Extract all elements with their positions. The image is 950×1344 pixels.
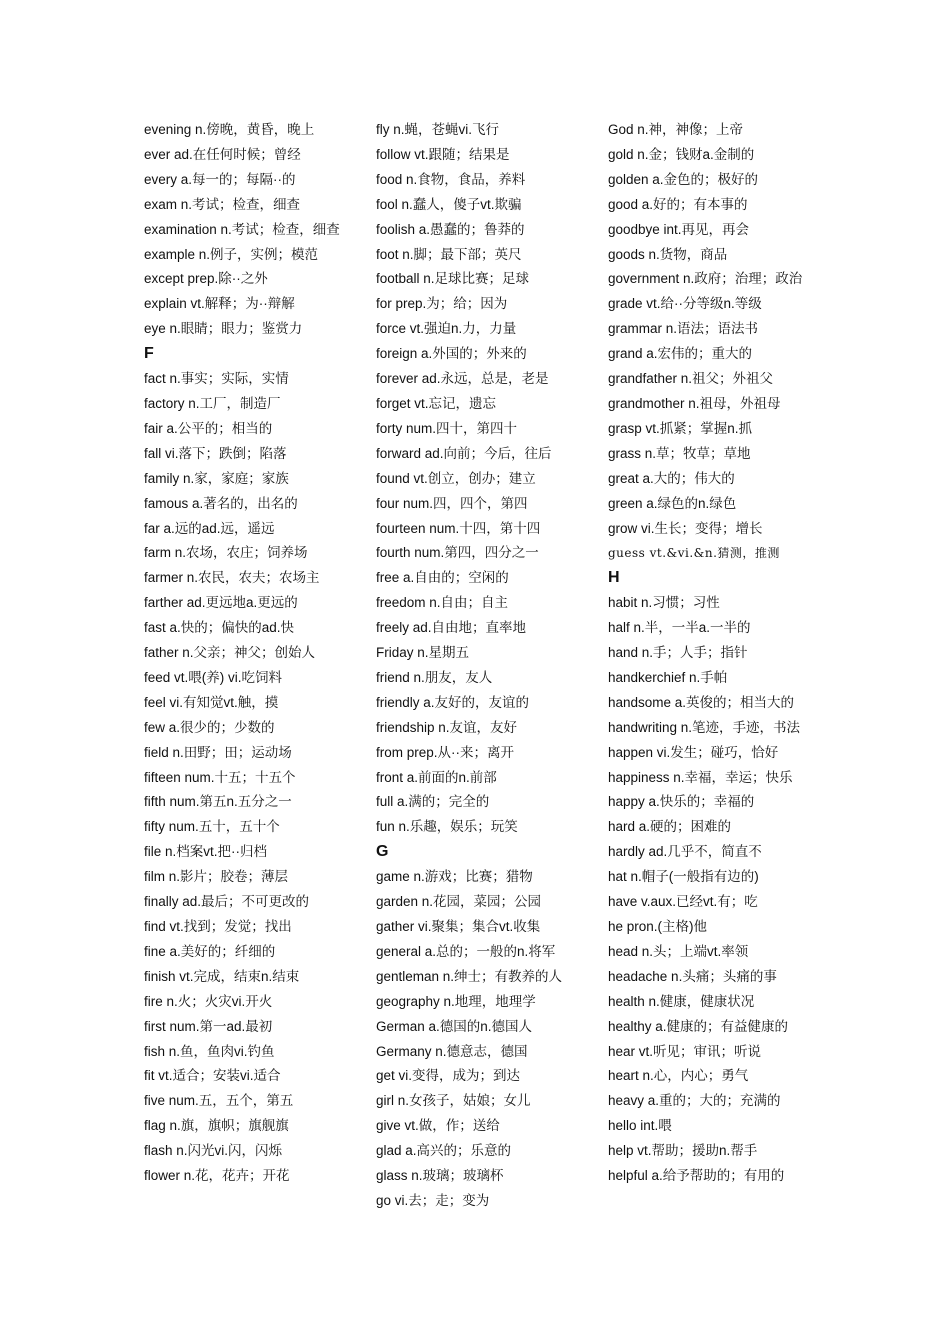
vocabulary-entry: foreign a.外国的；外来的 [376,346,527,362]
vocabulary-entry: half n.半，一半a.一半的 [608,620,751,636]
vocabulary-entry: field n.田野；田；运动场 [144,744,292,760]
vocabulary-entry: get vi.变得，成为；到达 [376,1068,521,1084]
vocabulary-entry: grass n.草；牧草；草地 [608,445,751,461]
vocabulary-entry: family n.家，家庭；家族 [144,470,289,486]
vocabulary-entry: fool n.蠢人，傻子vt.欺骗 [376,196,522,212]
vocabulary-entry: farther ad.更远地a.更远的 [144,595,298,611]
vocabulary-entry: fifth num.第五n.五分之一 [144,794,292,810]
vocabulary-entry: grandmother n.祖母，外祖母 [608,395,781,411]
vocabulary-entry: exam n.考试；检查，细查 [144,196,301,212]
vocabulary-entry: eye n.眼睛；眼力；鉴赏力 [144,321,303,337]
vocabulary-entry: for prep.为；给；因为 [376,296,508,312]
vocabulary-entry: go vi.去；走；变为 [376,1192,490,1208]
vocabulary-entry: hard a.硬的；困难的 [608,819,732,835]
vocabulary-entry: Friday n.星期五 [376,645,470,661]
vocabulary-entry: government n.政府；治理；政治 [608,271,803,287]
vocabulary-entry: farmer n.农民，农夫；农场主 [144,570,320,586]
vocabulary-entry: fast a.快的；偏快的ad.快 [144,620,295,636]
vocabulary-entry: fourteen num.十四，第十四 [376,520,541,536]
vocabulary-entry: except prep.除··之外 [144,271,268,287]
vocabulary-entry: few a.很少的；少数的 [144,719,275,735]
vocabulary-entry: ever ad.在任何时候；曾经 [144,146,301,162]
vocabulary-entry: healthy a.健康的；有益健康的 [608,1018,789,1034]
vocabulary-entry: hear vt.听见；审讯；听说 [608,1043,762,1059]
vocabulary-entry: father n.父亲；神父；创始人 [144,645,316,661]
vocabulary-entry: farm n.农场，农庄；饲养场 [144,545,308,561]
vocabulary-entry: forty num.四十，第四十 [376,420,518,436]
vocabulary-entry: grammar n.语法；语法书 [608,321,759,337]
vocabulary-entry: happy a.快乐的；幸福的 [608,794,755,810]
vocabulary-entry: fact n.事实；实际，实情 [144,371,289,387]
vocabulary-column-2 [376,118,581,1214]
vocabulary-entry: far a.远的ad.远，遥远 [144,520,275,536]
vocabulary-entry: heart n.心，内心；勇气 [608,1068,749,1084]
vocabulary-entry: grand a.宏伟的；重大的 [608,346,753,362]
vocabulary-entry: give vt.做，作；送给 [376,1118,500,1134]
vocabulary-entry: freely ad.自由地；直率地 [376,620,527,636]
vocabulary-entry: grade vt.给··分等级n.等级 [608,296,762,312]
vocabulary-entry: forever ad.永远，总是，老是 [376,371,549,387]
vocabulary-entry: hardly ad.几乎不，简直不 [608,844,762,860]
vocabulary-entry: foot n.脚；最下部；英尺 [376,246,522,262]
vocabulary-entry: fire n.火；火灾vi.开火 [144,993,273,1009]
vocabulary-entry: headache n.头痛；头痛的事 [608,968,777,984]
vocabulary-entry: head n.头；上端vt.率领 [608,943,749,959]
vocabulary-entry: from prep.从··来；离开 [376,744,515,760]
vocabulary-entry: friendly a.友好的，友谊的 [376,694,530,710]
vocabulary-entry: girl n.女孩子，姑娘；女儿 [376,1093,531,1109]
vocabulary-entry: gold n.金；钱财a.金制的 [608,146,755,162]
vocabulary-entry: fourth num.第四，四分之一 [376,545,539,561]
vocabulary-entry: finish vt.完成，结束n.结束 [144,968,300,984]
vocabulary-entry: flash n.闪光vi.闪，闪烁 [144,1143,283,1159]
vocabulary-entry: health n.健康，健康状况 [608,993,755,1009]
vocabulary-entry: green a.绿色的n.绿色 [608,495,737,511]
vocabulary-entry: friend n.朋友，友人 [376,669,493,685]
vocabulary-entry: grow vi.生长；变得；增长 [608,520,763,536]
vocabulary-column-3 [608,118,813,1189]
vocabulary-entry: grasp vt.抓紧；掌握n.抓 [608,420,753,436]
vocabulary-entry: football n.足球比赛；足球 [376,271,530,287]
vocabulary-entry: film n.影片；胶卷；薄层 [144,869,289,885]
vocabulary-entry: general a.总的；一般的n.将军 [376,943,556,959]
vocabulary-entry: fifteen num.十五；十五个 [144,769,296,785]
vocabulary-entry: follow vt.跟随；结果是 [376,146,510,162]
vocabulary-entry: habit n.习惯；习性 [608,595,720,611]
vocabulary-entry: fun n.乐趣，娱乐；玩笑 [376,819,518,835]
vocabulary-entry: flag n.旗，旗帜；旗舰旗 [144,1118,289,1134]
vocabulary-entry: found vt.创立，创办；建立 [376,470,536,486]
vocabulary-entry: glad a.高兴的；乐意的 [376,1143,512,1159]
vocabulary-entry: feed vt.喂(养) vi.吃饲料 [144,669,283,685]
vocabulary-entry: food n.食物，食品，养料 [376,171,526,187]
vocabulary-entry: guess vt.&vi.&n.猜测，推测 [608,546,780,561]
vocabulary-entry: every a.每一的；每隔··的 [144,171,296,187]
vocabulary-entry: geography n.地理，地理学 [376,993,536,1009]
vocabulary-entry: free a.自由的；空闲的 [376,570,509,586]
vocabulary-entry: foolish a.愚蠢的；鲁莽的 [376,221,525,237]
vocabulary-entry: factory n.工厂，制造厂 [144,395,281,411]
vocabulary-entry: fit vt.适合；安装vi.适合 [144,1068,281,1084]
vocabulary-entry: freedom n.自由；自主 [376,595,509,611]
vocabulary-entry: hat n.帽子(一般指有边的) [608,869,759,885]
vocabulary-entry: game n.游戏；比赛；猎物 [376,869,533,885]
vocabulary-entry: finally ad.最后；不可更改的 [144,894,310,910]
vocabulary-entry: fifty num.五十，五十个 [144,819,280,835]
vocabulary-entry: helpful a.给予帮助的；有用的 [608,1168,785,1184]
vocabulary-entry: Germany n.德意志，德国 [376,1043,528,1059]
letter-heading: F [144,345,154,363]
vocabulary-entry: friendship n.友谊，友好 [376,719,518,735]
vocabulary-entry: great a.大的；伟大的 [608,470,735,486]
vocabulary-entry: gentleman n.绅士；有教养的人 [376,968,563,984]
vocabulary-entry: feel vi.有知觉vt.触，摸 [144,694,279,710]
vocabulary-entry: forget vt.忘记，遗忘 [376,395,497,411]
vocabulary-entry: four num.四，四个，第四 [376,495,528,511]
vocabulary-entry: heavy a.重的；大的；充满的 [608,1093,781,1109]
vocabulary-entry: garden n.花园，菜园；公园 [376,894,542,910]
vocabulary-entry: fine a.美好的；纤细的 [144,943,276,959]
vocabulary-entry: happiness n.幸福，幸运；快乐 [608,769,793,785]
vocabulary-entry: famous a.著名的，出名的 [144,495,298,511]
vocabulary-entry: examination n.考试；检查，细查 [144,221,340,237]
vocabulary-entry: golden a.金色的；极好的 [608,171,759,187]
vocabulary-entry: force vt.强迫n.力，力量 [376,321,517,337]
vocabulary-entry: handkerchief n.手帕 [608,669,728,685]
vocabulary-entry: happen vi.发生；碰巧，恰好 [608,744,779,760]
vocabulary-entry: help vt.帮助；援助n.帮手 [608,1143,758,1159]
vocabulary-entry: grandfather n.祖父；外祖父 [608,371,774,387]
vocabulary-entry: handsome a.英俊的；相当大的 [608,694,795,710]
vocabulary-entry: German a.德国的n.德国人 [376,1018,533,1034]
vocabulary-entry: fall vi.落下；跌倒；陷落 [144,445,287,461]
vocabulary-entry: find vt.找到；发觉；找出 [144,919,292,934]
vocabulary-entry: good a.好的；有本事的 [608,196,748,212]
vocabulary-entry: handwriting n.笔迹，手迹，书法 [608,719,801,735]
vocabulary-entry: have v.aux.已经vt.有；吃 [608,894,758,910]
vocabulary-entry: flower n.花，花卉；开花 [144,1168,290,1184]
vocabulary-entry: glass n.玻璃；玻璃杯 [376,1168,504,1184]
vocabulary-entry: full a.满的；完全的 [376,794,490,810]
vocabulary-entry: God n.神，神像；上帝 [608,122,744,137]
vocabulary-entry: fly n.蝇，苍蝇vi.飞行 [376,122,500,137]
vocabulary-entry: forward ad.向前；今后，往后 [376,445,552,461]
vocabulary-entry: gather vi.聚集；集合vt.收集 [376,919,541,934]
vocabulary-entry: first num.第一ad.最初 [144,1018,273,1034]
vocabulary-entry: goods n.货物，商品 [608,246,728,262]
vocabulary-entry: front a.前面的n.前部 [376,769,497,785]
vocabulary-entry: goodbye int.再见，再会 [608,221,750,237]
vocabulary-entry: hello int.喂 [608,1118,672,1134]
vocabulary-entry: example n.例子，实例；模范 [144,246,319,262]
vocabulary-entry: five num.五，五个，第五 [144,1093,294,1109]
vocabulary-entry: file n.档案vt.把··归档 [144,844,268,860]
vocabulary-entry: fair a.公平的；相当的 [144,420,273,436]
vocabulary-entry: hand n.手；人手；指针 [608,645,748,661]
vocabulary-entry: explain vt.解释；为··辩解 [144,296,295,312]
vocabulary-column-1 [144,118,349,1189]
letter-heading: G [376,843,389,861]
letter-heading: H [608,569,620,587]
vocabulary-entry: evening n.傍晚，黄昏，晚上 [144,122,315,137]
vocabulary-entry: fish n.鱼，鱼肉vi.钓鱼 [144,1043,275,1059]
vocabulary-entry: he pron.(主格)他 [608,919,708,934]
